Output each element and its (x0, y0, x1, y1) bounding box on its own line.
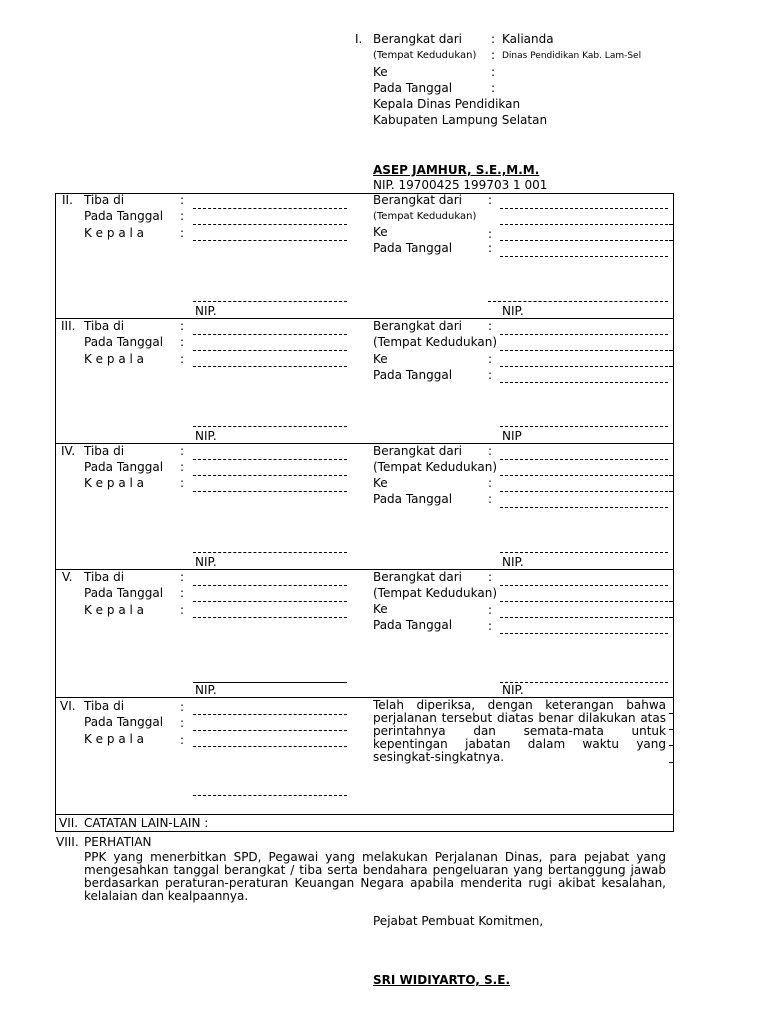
colon: : (491, 32, 496, 46)
signature-line (193, 552, 347, 553)
colon: : (488, 492, 493, 506)
signature-line (193, 301, 347, 302)
official-title: Pejabat Pembuat Komitmen, (373, 914, 544, 928)
fill-line (500, 459, 668, 460)
tick-mark (669, 601, 673, 602)
colon: : (488, 319, 493, 333)
tick-mark (669, 745, 673, 746)
colon: : (488, 476, 493, 490)
section-number: III. (61, 319, 76, 333)
fill-line (500, 334, 668, 335)
depart-from-label: Berangkat dari (373, 193, 462, 207)
section-number: VIII. (56, 835, 79, 849)
row-divider (55, 814, 674, 815)
to-label: Ke (373, 65, 388, 79)
fill-line (193, 585, 347, 586)
seat-label: (Tempat Kedudukan) (373, 211, 477, 222)
seat-value: Dinas Pendidikan Kab. Lam-Sel (502, 51, 642, 61)
colon: : (488, 619, 493, 633)
fill-line (500, 585, 668, 586)
section-number: V. (62, 570, 73, 584)
colon: : (488, 241, 493, 255)
fill-line (193, 601, 347, 602)
arrive-label: Tiba di (84, 319, 125, 333)
section-number: II. (62, 193, 73, 207)
fill-line (500, 382, 668, 383)
colon: : (180, 226, 185, 240)
signer-name: ASEP JAMHUR, S.E.,M.M. (373, 163, 540, 177)
colon: : (488, 603, 493, 617)
depart-from-value: Kalianda (502, 32, 554, 46)
fill-line (500, 601, 668, 602)
tick-mark (669, 366, 673, 367)
arrive-label: Tiba di (84, 699, 125, 713)
seat-label: (Tempat Kedudukan) (373, 460, 498, 474)
depart-from-label: Berangkat dari (373, 444, 462, 458)
arrive-label: Tiba di (84, 193, 125, 207)
signature-line (193, 426, 347, 427)
tick-mark (669, 729, 673, 730)
fill-line (500, 240, 668, 241)
official-name: SRI WIDIYARTO, S.E. (373, 973, 510, 987)
fill-line (500, 475, 668, 476)
nip-label: NIP. (195, 555, 217, 569)
colon: : (180, 716, 185, 730)
fill-line (500, 617, 668, 618)
colon: : (488, 444, 493, 458)
fill-line (500, 507, 668, 508)
attention-line-3: berdasarkan peraturan-peraturan Keuangan Negara apabila menderita rugi akibat kesalahan, (84, 876, 666, 890)
tick-mark (669, 240, 673, 241)
colon: : (491, 65, 496, 79)
colon: : (180, 319, 185, 333)
fill-line (500, 224, 668, 225)
fill-line (193, 350, 347, 351)
signature-line (500, 682, 668, 683)
depart-from-label: Berangkat dari (373, 32, 462, 46)
section-number: I. (355, 32, 363, 46)
date-label: Pada Tanggal (84, 715, 164, 729)
section-number: VI. (60, 699, 76, 713)
signature-line (193, 795, 347, 796)
colon: : (180, 603, 185, 617)
office-line-1: Kepala Dinas Pendidikan (373, 97, 521, 111)
colon: : (180, 476, 185, 490)
fill-line (193, 366, 347, 367)
fill-line (500, 350, 668, 351)
nip-label: NIP. (502, 304, 524, 318)
date-label: Pada Tanggal (84, 335, 164, 349)
fill-line (193, 714, 347, 715)
colon: : (491, 81, 496, 95)
colon: : (180, 209, 185, 223)
colon: : (488, 368, 493, 382)
fill-line (193, 746, 347, 747)
colon: : (180, 586, 185, 600)
fill-line (193, 334, 347, 335)
signer-nip: NIP. 19700425 199703 1 001 (373, 178, 548, 192)
colon: : (180, 335, 185, 349)
head-label: K e p a l a (84, 732, 144, 746)
depart-from-label: Berangkat dari (373, 319, 462, 333)
section-number: VII. (59, 816, 79, 830)
colon: : (180, 570, 185, 584)
depart-from-label: Berangkat dari (373, 570, 462, 584)
attention-line-1: PPK yang menerbitkan SPD, Pegawai yang melakukan Perjalanan Dinas, para pejabat yang (84, 850, 666, 864)
fill-line (193, 459, 347, 460)
verification-line-2: perjalanan tersebut diatas benar dilakukan atas (373, 711, 666, 725)
row-divider (55, 569, 674, 570)
colon: : (488, 193, 493, 207)
fill-line (500, 208, 668, 209)
date-label: Pada Tanggal (373, 492, 453, 506)
verification-line-5: sesingkat-singkatnya. (373, 750, 505, 764)
date-label: Pada Tanggal (373, 618, 453, 632)
head-label: K e p a l a (84, 226, 144, 240)
verification-line-1: Telah diperiksa, dengan keterangan bahwa (373, 698, 666, 712)
to-label: Ke (373, 476, 388, 490)
head-label: K e p a l a (84, 352, 144, 366)
tick-mark (669, 713, 673, 714)
fill-line (500, 256, 668, 257)
verification-line-4: kepentingan jabatan dalam waktu yang (373, 737, 666, 751)
nip-label: NIP. (502, 683, 524, 697)
signature-line (500, 552, 668, 553)
head-label: K e p a l a (84, 603, 144, 617)
attention-title: PERHATIAN (84, 835, 152, 849)
nip-label: NIP. (195, 683, 217, 697)
fill-line (193, 730, 347, 731)
nip-label: NIP (502, 429, 522, 443)
date-label: Pada Tanggal (84, 460, 164, 474)
office-line-2: Kabupaten Lampung Selatan (373, 113, 548, 127)
seat-label: (Tempat Kedudukan) (373, 335, 498, 349)
seat-label: (Tempat Kedudukan) (373, 586, 498, 600)
colon: : (180, 700, 185, 714)
fill-line (193, 208, 347, 209)
fill-line (193, 491, 347, 492)
colon: : (488, 352, 493, 366)
seat-label: (Tempat Kedudukan) (373, 50, 477, 61)
date-label: Pada Tanggal (84, 209, 164, 223)
fill-line (193, 475, 347, 476)
fill-line (500, 633, 668, 634)
date-label: Pada Tanggal (373, 241, 453, 255)
to-label: Ke (373, 602, 388, 616)
arrive-label: Tiba di (84, 570, 125, 584)
verification-line-3: perintahnya dan semata-mata untuk (373, 724, 666, 738)
to-label: Ke (373, 352, 388, 366)
arrive-label: Tiba di (84, 444, 125, 458)
signature-line (500, 426, 668, 427)
tick-mark (669, 491, 673, 492)
date-label: Pada Tanggal (84, 586, 164, 600)
notes-label: CATATAN LAIN-LAIN : (84, 816, 209, 830)
colon: : (180, 444, 185, 458)
tick-mark (669, 762, 673, 763)
fill-line (193, 617, 347, 618)
head-label: K e p a l a (84, 476, 144, 490)
nip-label: NIP. (195, 304, 217, 318)
colon: : (488, 570, 493, 584)
colon: : (180, 733, 185, 747)
attention-line-4: kelalaian dan kealpaannya. (84, 889, 249, 903)
attention-line-2: mengesahkan tanggal berangkat / tiba serta bendahara pengeluaran yang bertanggung jawab (84, 863, 666, 877)
tick-mark (669, 475, 673, 476)
fill-line (500, 366, 668, 367)
tick-mark (669, 224, 673, 225)
to-label: Ke (373, 225, 388, 239)
colon: : (488, 227, 493, 241)
tick-mark (669, 617, 673, 618)
row-divider (55, 318, 674, 319)
colon: : (180, 460, 185, 474)
colon: : (180, 193, 185, 207)
date-label: Pada Tanggal (373, 81, 453, 95)
tick-mark (669, 350, 673, 351)
fill-line (193, 224, 347, 225)
signature-line (488, 301, 668, 302)
fill-line (500, 491, 668, 492)
section-number: IV. (61, 444, 76, 458)
colon: : (180, 352, 185, 366)
fill-line (193, 240, 347, 241)
row-divider (55, 443, 674, 444)
nip-label: NIP. (195, 429, 217, 443)
date-label: Pada Tanggal (373, 368, 453, 382)
colon: : (491, 48, 496, 62)
nip-label: NIP. (502, 555, 524, 569)
